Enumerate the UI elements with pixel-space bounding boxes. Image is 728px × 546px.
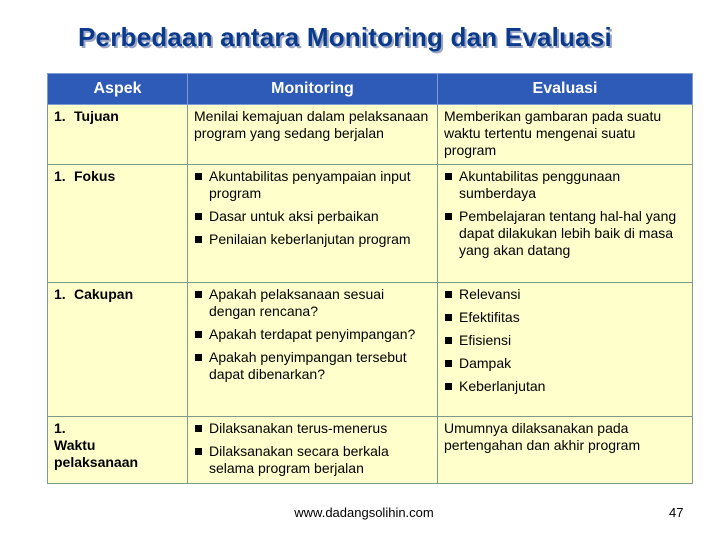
monitoring-cell xyxy=(188,417,438,484)
square-bullet-icon xyxy=(445,337,452,344)
square-bullet-icon xyxy=(445,360,452,367)
bullet-list xyxy=(194,168,431,248)
square-bullet-icon xyxy=(445,213,452,220)
aspek-cell xyxy=(48,417,188,484)
square-bullet-icon xyxy=(195,236,202,243)
table-row-waktu xyxy=(48,417,693,484)
footer-url: www.dadangsolihin.com xyxy=(294,505,434,520)
square-bullet-icon xyxy=(195,213,202,220)
header-evaluasi: Evaluasi xyxy=(438,74,693,105)
header-aspek: Aspek xyxy=(48,74,188,105)
list-item: Penilaian keberlanjutan program xyxy=(194,231,431,248)
list-item: Pembelajaran tentang hal-hal yang dapat dilakukan lebih baik di masa yang akan datang xyxy=(444,208,686,259)
header-monitoring: Monitoring xyxy=(188,74,438,105)
aspek-label: Tujuan xyxy=(74,108,119,124)
list-item: Apakah terdapat penyimpangan? xyxy=(194,326,431,343)
list-item: Dampak xyxy=(444,355,686,372)
aspek-cell xyxy=(48,105,188,165)
monitoring-cell xyxy=(188,283,438,417)
list-item: Akuntabilitas penggunaan sumberdaya xyxy=(444,168,686,202)
list-item: Akuntabilitas penyampaian input program xyxy=(194,168,431,202)
table-header-row xyxy=(48,74,693,105)
square-bullet-icon xyxy=(195,354,202,361)
page-title: Perbedaan antara Monitoring dan Evaluasi xyxy=(78,22,612,52)
list-item: Efektifitas xyxy=(444,309,686,326)
evaluasi-cell: Umumnya dilaksanakan pada pertengahan dan akhir program xyxy=(438,417,693,484)
square-bullet-icon xyxy=(445,291,452,298)
aspek-cell xyxy=(48,283,188,417)
evaluasi-cell xyxy=(438,165,693,283)
list-item: Dasar untuk aksi perbaikan xyxy=(194,208,431,225)
aspek-cell xyxy=(48,165,188,283)
bullet-list xyxy=(444,286,686,395)
monitoring-cell: Menilai kemajuan dalam pelaksanaan program yang sedang berjalan xyxy=(188,105,438,165)
row-number: 1. xyxy=(54,168,66,184)
bullet-list xyxy=(194,286,431,383)
square-bullet-icon xyxy=(195,331,202,338)
row-number: 1. xyxy=(54,286,66,302)
aspek-label: Cakupan xyxy=(74,286,134,302)
list-item: Relevansi xyxy=(444,286,686,303)
square-bullet-icon xyxy=(195,448,202,455)
monitoring-cell xyxy=(188,165,438,283)
square-bullet-icon xyxy=(195,425,202,432)
square-bullet-icon xyxy=(195,173,202,180)
list-item: Apakah penyimpangan tersebut dapat dibenarkan? xyxy=(194,349,431,383)
aspek-label: Waktu pelaksanaan xyxy=(54,437,139,470)
table-row-cakupan xyxy=(48,283,693,417)
bullet-list xyxy=(194,420,431,477)
square-bullet-icon xyxy=(445,383,452,390)
list-item: Dilaksanakan terus-menerus xyxy=(194,420,431,437)
page-number: 47 xyxy=(669,505,684,520)
row-number: 1. xyxy=(54,108,66,124)
aspek-label: Fokus xyxy=(74,168,116,184)
list-item: Apakah pelaksanaan sesuai dengan rencana? xyxy=(194,286,431,320)
evaluasi-cell: Memberikan gambaran pada suatu waktu tertentu mengenai suatu program xyxy=(438,105,693,165)
table-row-tujuan xyxy=(48,105,693,165)
table-row-fokus xyxy=(48,165,693,283)
row-number: 1. xyxy=(54,420,66,436)
bullet-list xyxy=(444,168,686,259)
square-bullet-icon xyxy=(195,291,202,298)
list-item: Efisiensi xyxy=(444,332,686,349)
list-item: Dilaksanakan secara berkala selama program berjalan xyxy=(194,443,431,477)
list-item: Keberlanjutan xyxy=(444,378,686,395)
comparison-table xyxy=(47,73,693,484)
square-bullet-icon xyxy=(445,173,452,180)
square-bullet-icon xyxy=(445,314,452,321)
evaluasi-cell xyxy=(438,283,693,417)
